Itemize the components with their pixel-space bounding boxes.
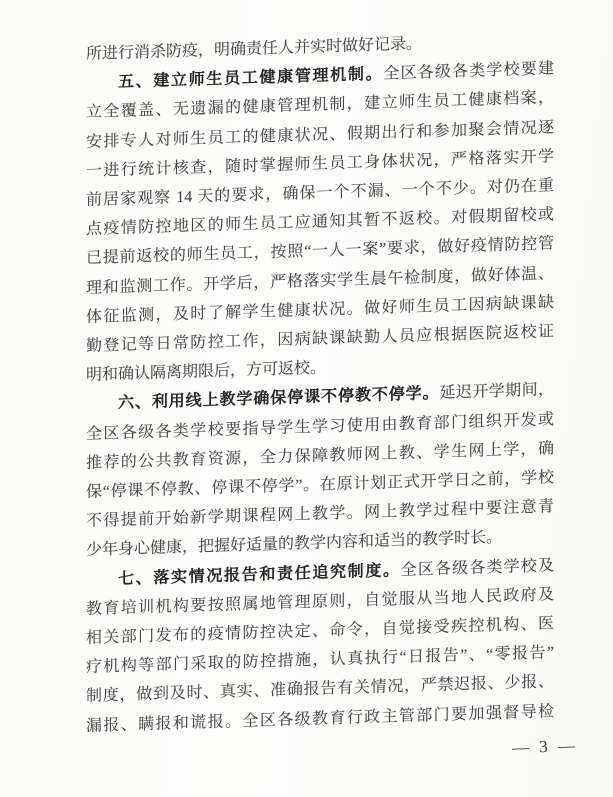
section-heading-text: 五、建立师生员工健康管理机制。 <box>118 65 384 92</box>
body-text: 体征监测，及时了解学生健康状况。做好师生员工因病缺课缺 <box>86 294 554 326</box>
page-number: — 3 — <box>511 735 579 758</box>
body-text: 相关部门发布的疫情防控决定、命令，自觉接受疾控机构、医 <box>86 615 554 648</box>
body-text: 前居家观察 14 天的要求，确保一个不漏、一个不少。对仍在重 <box>86 177 554 210</box>
body-text: 延迟开学期间， <box>439 381 554 403</box>
body-text: 所进行消杀防疫，明确责任人并实时做好记录。 <box>86 35 423 63</box>
body-text: 点疫情防控地区的师生员工应通知其暂不返校。对假期留校或 <box>86 206 554 239</box>
body-text: 不得提前开始新学期课程网上教学。网上教学过程中要注意青 <box>86 498 554 531</box>
section-heading-text: 六、利用线上教学确保停课不停教不停学。 <box>118 385 440 413</box>
text-block <box>86 25 554 741</box>
body-text: 全区各级各类学校要建 <box>383 60 554 83</box>
body-text: 全区各级各类学校及 <box>400 556 554 579</box>
body-text: 勤登记等日常防控工作，因病缺课缺勤人员应根据医院返校证 <box>86 323 554 356</box>
body-text: 立全覆盖、无遗漏的健康管理机制，建立师生员工健康档案， <box>86 89 554 122</box>
body-text: 已提前返校的师生员工，按照“一人一案”要求，做好疫情防控管 <box>86 235 554 268</box>
body-text: 一进行统计核查，随时掌握师生员工身体状况，严格落实开学 <box>86 148 554 180</box>
body-text: 疗机构等部门采取的防控措施，认真执行“日报告”、“零报告” <box>86 644 554 677</box>
body-text: 推荐的公共教育资源，全力保障教师网上教、学生网上学，确 <box>86 440 554 472</box>
body-text: 制度，做到及时、真实、准确报告有关情况，严禁迟报、少报、 <box>86 673 554 706</box>
body-text: 明和确认隔离期限后，方可返校。 <box>86 359 327 385</box>
section-heading-text: 七、落实情况报告和责任追究制度。 <box>118 561 401 588</box>
body-text: 漏报、瞒报和谎报。全区各级教育行政主管部门要加强督导检 <box>86 702 554 735</box>
body-text: 安排专人对师生员工的健康状况、假期出行和参加聚会情况逐 <box>86 118 554 151</box>
body-text: 理和监测工作。开学后，严格落实学生晨午检制度，做好体温、 <box>86 264 554 297</box>
body-text: 保“停课不停教、停课不停学”。在原计划正式开学日之前，学校 <box>86 469 554 502</box>
body-text: 全区各级各类学校要指导学生学习使用由教育部门组织开发或 <box>86 410 554 443</box>
body-text: 教育培训机构要按照属地管理原则，自觉服从当地人民政府及 <box>86 586 554 618</box>
body-text: 少年身心健康，把握好适量的教学内容和适当的教学时长。 <box>86 529 503 560</box>
